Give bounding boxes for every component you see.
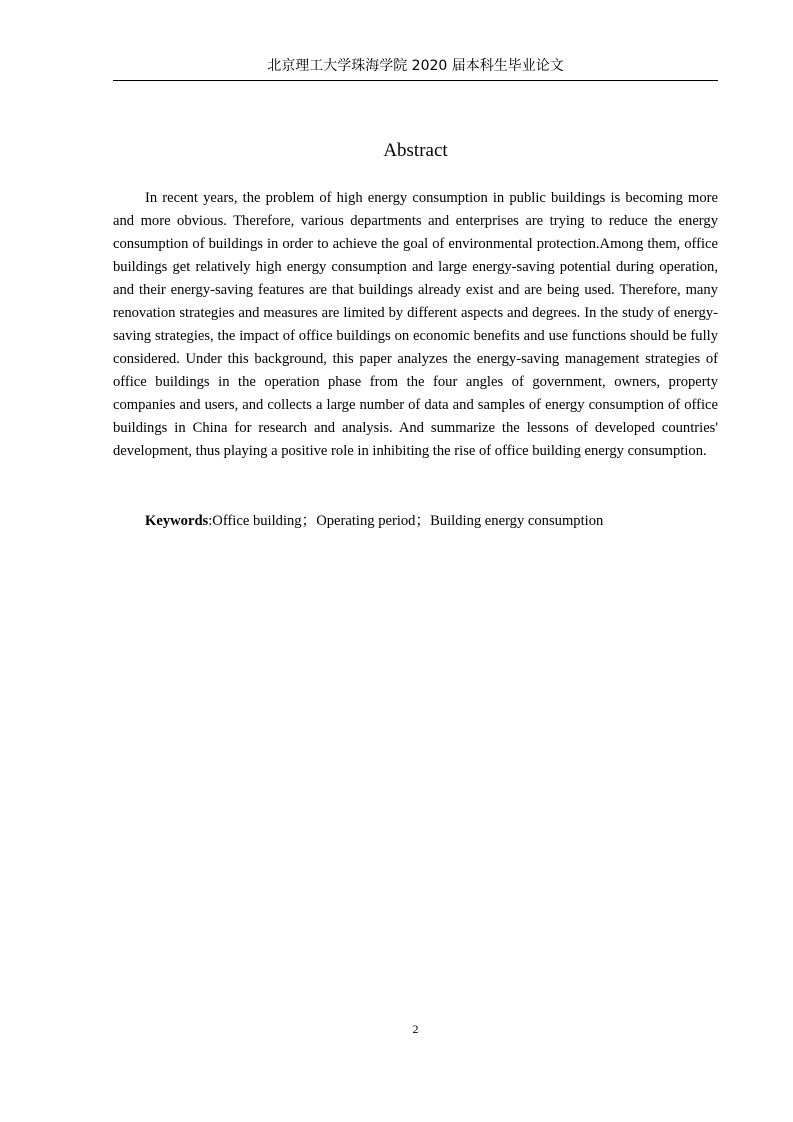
keywords-line — [113, 510, 718, 533]
header-rule — [113, 80, 718, 81]
abstract-body: In recent years, the problem of high energy consumption in public buildings is becoming more and more obvious. Therefore, various departments and enterprises are trying to reduce the energy consumption of buildings in order to achieve the goal of environmental protection.Among them, office buildings get relatively high energy consumption and large energy-saving potential during operation, and their energy-saving features are that buildings already exist and are being used. Therefore, many renovation strategies and measures are limited by different aspects and degrees. In the study of energy-saving strategies, the impact of office buildings on economic benefits and use functions should be fully considered. Under this background, this paper analyzes the energy-saving management strategies of office buildings in the operation phase from the four angles of government, owners, property companies and users, and collects a large number of data and samples of energy consumption of office buildings in China for research and analysis. And summarize the lessons of developed countries' development, thus playing a positive role in inhibiting the rise of office building energy consumption. — [113, 190, 718, 459]
keywords-text: :Office building；Operating period；Building energy consumption — [208, 513, 604, 529]
page-number: 2 — [412, 1022, 419, 1036]
abstract-title: Abstract — [383, 140, 448, 161]
running-header: 北京理工大学珠海学院 2020 届本科生毕业论文 — [267, 58, 564, 74]
keywords-label: Keywords — [145, 513, 209, 529]
